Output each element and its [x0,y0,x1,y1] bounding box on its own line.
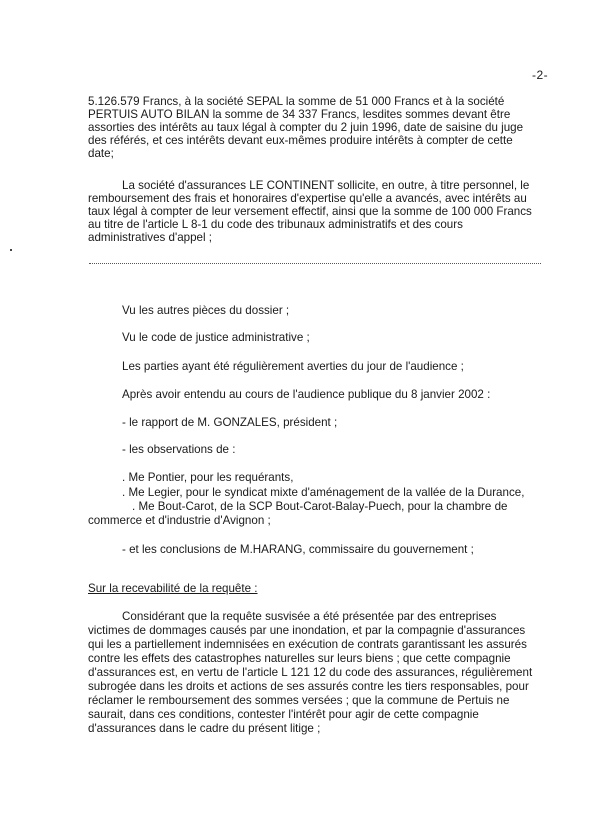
observation-pontier: . Me Pontier, pour les requérants, [122,471,294,484]
para2-line-4: au titre de l'article L 8-1 du code des tribunaux administratifs et des cours [88,218,463,231]
visa-rapport: - le rapport de M. GONZALES, président ; [122,416,338,429]
visa-parties: Les parties ayant été régulièrement averties du jour de l'audience ; [122,360,464,373]
para2-line-5: administratives d'appel ; [88,231,213,244]
para2-line-2: remboursement des frais et honoraires d'expertise qu'elle a avancés, avec intérêts au [88,192,527,205]
para1-line-5: date; [88,147,114,160]
para1-line-4: des référés, et ces intérêts devant eux-mêmes produire intérêts à compter de cette [88,134,513,147]
para1-line-1: 5.126.579 Francs, à la société SEPAL la somme de 51 000 Francs et à la société [88,95,505,108]
considerant-line-6: subrogée dans les droits et actions de ses assurés contre les tiers responsables, pour [88,680,529,693]
observation-legier: . Me Legier, pour le syndicat mixte d'aménagement de la vallée de la Durance, [122,486,525,499]
considerant-line-2: victimes de dommages causés par une inondation, et par la compagnie d'assurances [88,624,526,637]
page-number: -2- [532,68,549,82]
dotted-separator [89,263,541,264]
observation-boutcarot-line-1: . Me Bout-Carot, de la SCP Bout-Carot-Balay-Puech, pour la chambre de [132,500,508,513]
considerant-line-1: Considérant que la requête susvisée a été présentée par des entreprises [122,610,497,623]
para2-line-1: La société d'assurances LE CONTINENT sollicite, en outre, à titre personnel, le [122,179,530,192]
visa-code: Vu le code de justice administrative ; [122,331,310,344]
considerant-line-4: contre les effets des catastrophes naturelles sur leurs biens ; que cette compagnie [88,652,511,665]
considerant-line-3: qui les a partiellement indemnisées en exécution de contrats garantissant les assurés [88,638,527,651]
considerant-line-8: saurait, dans ces conditions, contester l'intérêt pour agir de cette compagnie [88,708,479,721]
section-heading: Sur la recevabilité de la requête : [88,582,258,595]
visa-audience: Après avoir entendu au cours de l'audience publique du 8 janvier 2002 : [122,388,491,401]
para1-line-3: assorties des intérêts au taux légal à compter du 2 juin 1996, date de saisine du juge [88,121,524,134]
considerant-line-7: réclamer le remboursement des sommes versées ; que la commune de Pertuis ne [88,694,510,707]
visa-observations: - les observations de : [122,443,236,456]
visa-conclusions: - et les conclusions de M.HARANG, commissaire du gouvernement ; [122,543,474,556]
considerant-line-9: d'assurances dans le cadre du présent litige ; [88,722,321,735]
visa-pieces: Vu les autres pièces du dossier ; [122,304,290,317]
para1-line-2: PERTUIS AUTO BILAN la somme de 34 337 Francs, lesdites sommes devant être [88,108,511,121]
observation-boutcarot-line-2: commerce et d'industrie d'Avignon ; [88,514,271,527]
para2-line-3: taux légal à compter de leur versement effectif, ainsi que la somme de 100 000 Francs [88,205,532,218]
scan-speck [10,249,12,251]
considerant-line-5: d'assurances est, en vertu de l'article L 121 12 du code des assurances, régulièrement [88,666,533,679]
